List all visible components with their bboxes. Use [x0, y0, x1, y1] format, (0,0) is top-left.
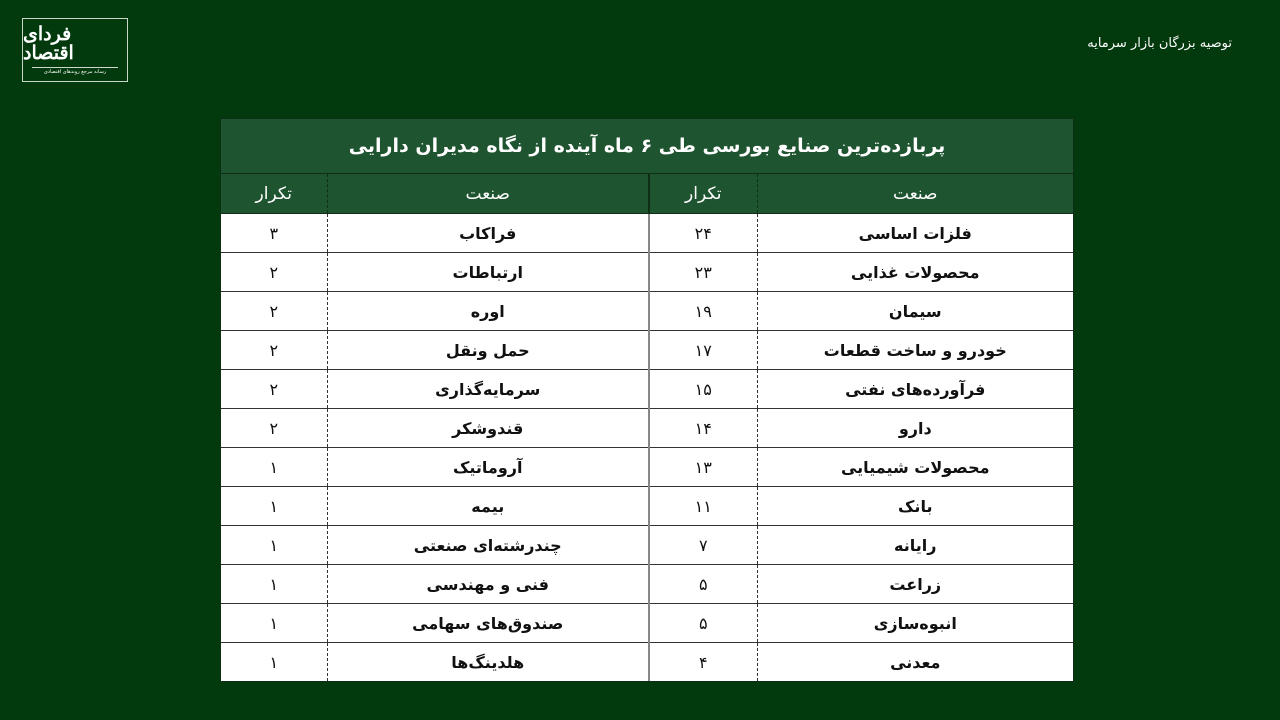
count-cell: ۱۴ — [649, 409, 757, 448]
table-row — [221, 565, 1073, 604]
logo-tagline: رسانه مرجع روندهای اقتصادی — [43, 69, 107, 75]
industry-cell: محصولات غذایی — [757, 253, 1073, 292]
logo-divider — [32, 67, 118, 68]
industry-cell: فنی و مهندسی — [327, 565, 649, 604]
industry-cell: سرمایه‌گذاری — [327, 370, 649, 409]
count-cell: ۲ — [221, 331, 327, 370]
table-row — [221, 643, 1073, 682]
table-title: پربازده‌ترین صنایع بورسی طی ۶ ماه آینده از نگاه مدیران دارایی — [221, 119, 1073, 174]
count-cell: ۵ — [649, 604, 757, 643]
table-row — [221, 526, 1073, 565]
count-cell: ۲ — [221, 409, 327, 448]
industry-cell: آروماتیک — [327, 448, 649, 487]
count-cell: ۱۱ — [649, 487, 757, 526]
industry-cell: زراعت — [757, 565, 1073, 604]
table-row — [221, 370, 1073, 409]
industry-cell: هلدینگ‌ها — [327, 643, 649, 682]
count-cell: ۴ — [649, 643, 757, 682]
top-caption: توصیه بزرگان بازار سرمایه — [1087, 36, 1232, 51]
count-cell: ۲ — [221, 370, 327, 409]
industry-cell: بانک — [757, 487, 1073, 526]
count-cell: ۱۵ — [649, 370, 757, 409]
count-cell: ۱ — [269, 652, 279, 672]
count-cell: ۲۳ — [649, 253, 757, 292]
table-row — [221, 292, 1073, 331]
count-cell: ۵ — [649, 565, 757, 604]
industry-cell: بیمه — [327, 487, 649, 526]
industry-cell: صندوق‌های سهامی — [327, 604, 649, 643]
industry-cell: دارو — [757, 409, 1073, 448]
industry-cell: انبوه‌سازی — [757, 604, 1073, 643]
industry-cell: خودرو و ساخت قطعات — [757, 331, 1073, 370]
count-cell: ۲۴ — [649, 214, 757, 253]
header-count-1: تکرار — [649, 174, 757, 214]
table-row — [221, 253, 1073, 292]
data-table — [221, 174, 1073, 681]
industry-cell: فراکاب — [327, 214, 649, 253]
industry-cell: رایانه — [757, 526, 1073, 565]
industry-cell: قندوشکر — [327, 409, 649, 448]
industry-cell: فرآورده‌های نفتی — [757, 370, 1073, 409]
industry-cell: محصولات شیمیایی — [757, 448, 1073, 487]
industry-cell: چندرشته‌ای صنعتی — [327, 526, 649, 565]
count-cell: ۱ — [221, 448, 327, 487]
table-row — [221, 487, 1073, 526]
logo-name: فردای اقتصاد — [23, 23, 74, 64]
industry-cell: معدنی — [757, 643, 1073, 682]
count-cell: ۱۷ — [649, 331, 757, 370]
industry-cell: اوره — [327, 292, 649, 331]
logo — [22, 18, 128, 82]
table-row — [221, 604, 1073, 643]
count-cell: ۳ — [221, 214, 327, 253]
industries-table — [220, 118, 1074, 682]
industry-cell: حمل ونقل — [327, 331, 649, 370]
count-cell: ۱ — [221, 604, 327, 643]
count-cell: ۱ — [221, 565, 327, 604]
industry-cell: سیمان — [757, 292, 1073, 331]
count-cell: ۱ — [221, 526, 327, 565]
count-cell: ۷ — [649, 526, 757, 565]
count-cell: ۱۹ — [649, 292, 757, 331]
header-industry-1: صنعت — [757, 174, 1073, 214]
count-cell: ۱۳ — [649, 448, 757, 487]
industry-cell: ارتباطات — [327, 253, 649, 292]
table-row — [221, 448, 1073, 487]
count-cell: ۲ — [221, 253, 327, 292]
industry-cell: فلزات اساسی — [757, 214, 1073, 253]
header-count-2: تکرار — [221, 174, 327, 214]
table-row — [221, 214, 1073, 253]
table-row — [221, 331, 1073, 370]
header-row — [221, 174, 1073, 214]
table-row — [221, 409, 1073, 448]
count-cell: ۲ — [221, 292, 327, 331]
header-industry-2: صنعت — [327, 174, 649, 214]
count-cell: ۱ — [221, 487, 327, 526]
